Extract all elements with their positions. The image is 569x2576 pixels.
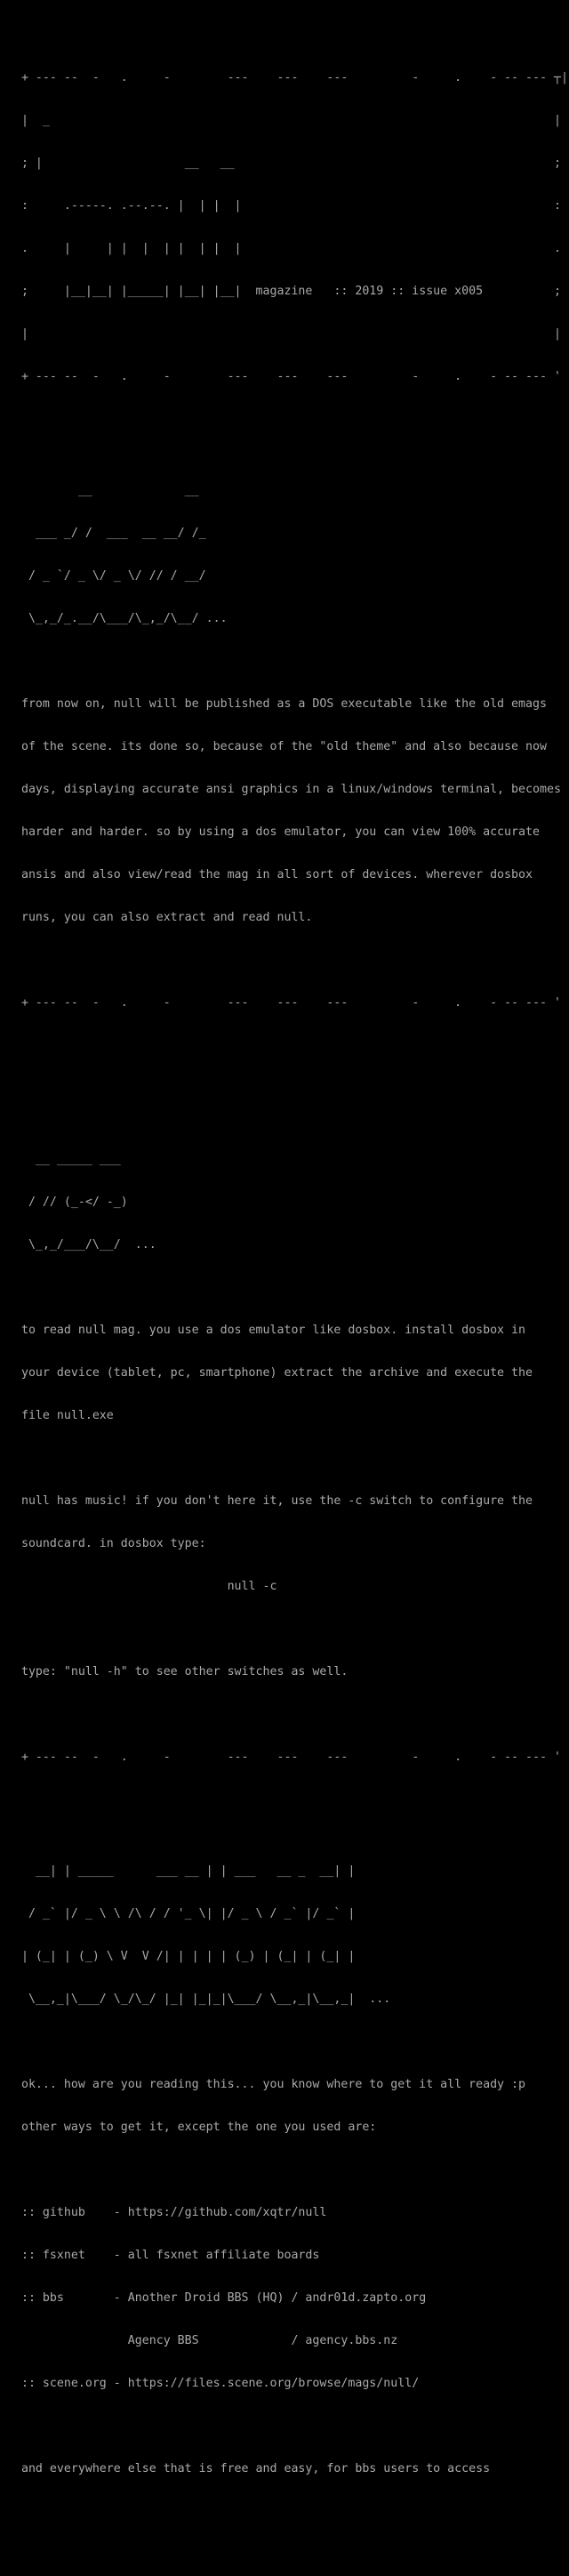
about-heading-art-line: / _ `/ _ \/ _ \/ // / __/ bbox=[0, 569, 206, 583]
section-download bbox=[0, 1836, 569, 2548]
download-heading-art-line: / _` |/ _ \ \ /\ / / '_ \| |/ _ \ / _` |/ _` | bbox=[0, 1907, 356, 1920]
link-line-scene-org: :: scene.org - https://files.scene.org/browse/mags/null/ bbox=[0, 2377, 420, 2390]
about-paragraph-line: harder and harder. so by using a dos emulator, you can view 100% accurate bbox=[0, 825, 540, 839]
about-paragraph-line: of the scene. its done so, because of the "old theme" and also because now bbox=[0, 740, 547, 753]
about-paragraph-line: days, displaying accurate ansi graphics in a linux/windows terminal, becomes bbox=[0, 783, 561, 796]
download-paragraph-line: other ways to get it, except the one you used are: bbox=[0, 2121, 377, 2134]
box-border-bottom: + --- -- - . - --- --- --- - . - -- --- ' bbox=[0, 370, 561, 383]
masthead-box bbox=[0, 43, 569, 413]
section-about bbox=[0, 455, 569, 1039]
logo-art-line: ; | __ __ ; bbox=[0, 157, 561, 170]
terminal-line: | _ | bbox=[0, 114, 561, 127]
blank-line bbox=[0, 655, 569, 669]
section-separator: + --- -- - . - --- --- --- - . - -- --- ' bbox=[0, 996, 561, 1010]
use-paragraph-line: to read null mag. you use a dos emulator like dosbox. install dosbox in bbox=[0, 1324, 526, 1337]
blank-line bbox=[0, 1110, 569, 1124]
blank-line bbox=[0, 2163, 569, 2178]
use-paragraph-line: type: "null -h" to see other switches as well. bbox=[0, 1665, 349, 1678]
blank-line bbox=[0, 2035, 569, 2049]
about-heading-art-line: ___ _/ / ___ __ __/ /_ bbox=[0, 527, 206, 540]
about-paragraph-line: runs, you can also extract and read null. bbox=[0, 911, 313, 924]
blank-line bbox=[0, 1622, 569, 1637]
about-paragraph-line: ansis and also view/read the mag in all sort of devices. wherever dosbox bbox=[0, 868, 533, 881]
use-heading-art-line: __ _____ ___ bbox=[0, 1153, 121, 1166]
link-line-bbs-agency: Agency BBS / agency.bbs.nz bbox=[0, 2334, 398, 2347]
download-paragraph-line: and everywhere else that is free and easy, for bbs users to access bbox=[0, 2462, 491, 2475]
blank-line bbox=[0, 1281, 569, 1295]
logo-art-line: : .-----. .--.--. | | | | : bbox=[0, 199, 561, 213]
download-heading-art-line: | (_| | (_) \ V V /| | | | | (_) | (_| | (_| | bbox=[0, 1950, 356, 1963]
use-heading-art-line: / // (_-</ -_) bbox=[0, 1195, 128, 1209]
box-border-top: + --- -- - . - --- --- --- - . - -- --- ┬| bbox=[0, 71, 568, 85]
blank-line bbox=[0, 2419, 569, 2434]
download-paragraph-line: ok... how are you reading this... you know where to get it all ready :p bbox=[0, 2078, 526, 2091]
use-paragraph-line: file null.exe bbox=[0, 1409, 114, 1422]
link-line-github: :: github - https://github.com/xqtr/null bbox=[0, 2206, 327, 2219]
terminal-line: | | bbox=[0, 327, 561, 341]
use-paragraph-line: your device (tablet, pc, smartphone) extract the archive and execute the bbox=[0, 1366, 533, 1380]
link-line-fsxnet: :: fsxnet - all fsxnet affiliate boards bbox=[0, 2249, 320, 2262]
use-paragraph-line: soundcard. in dosbox type: bbox=[0, 1537, 206, 1550]
section-separator: + --- -- - . - --- --- --- - . - -- --- ' bbox=[0, 1751, 561, 1764]
use-paragraph-line: null has music! if you don't here it, use the -c switch to configure the bbox=[0, 1494, 533, 1508]
section-use bbox=[0, 1082, 569, 1793]
command-line: null -c bbox=[0, 1580, 277, 1593]
about-heading-art-line: \_,_/_.__/\___/\_,_/\__/ ... bbox=[0, 612, 228, 625]
masthead-tagline-line: ; |__|__| |_____| |__| |__| magazine :: 2019 :: issue x005 ; bbox=[0, 285, 561, 298]
about-heading-art-line: __ __ bbox=[0, 484, 199, 497]
blank-line bbox=[0, 1452, 569, 1466]
blank-line bbox=[0, 1708, 569, 1722]
download-heading-art-line: \__,_|\___/ \_/\_/ |_| |_|_|\___/ \__,_|\__,_| ... bbox=[0, 1992, 391, 2006]
blank-line bbox=[0, 954, 569, 968]
link-line-bbs: :: bbs - Another Droid BBS (HQ) / andr01d.zapto.org bbox=[0, 2291, 427, 2305]
use-heading-art-line: \_,_/___/\__/ ... bbox=[0, 1238, 156, 1252]
logo-art-line: . | | | | | | | | | . bbox=[0, 242, 561, 255]
download-heading-art-line: __| | _____ ___ __ | | ___ __ _ __| | bbox=[0, 1864, 356, 1878]
blank-line bbox=[0, 2505, 569, 2519]
about-paragraph-line: from now on, null will be published as a DOS executable like the old emags bbox=[0, 697, 547, 711]
